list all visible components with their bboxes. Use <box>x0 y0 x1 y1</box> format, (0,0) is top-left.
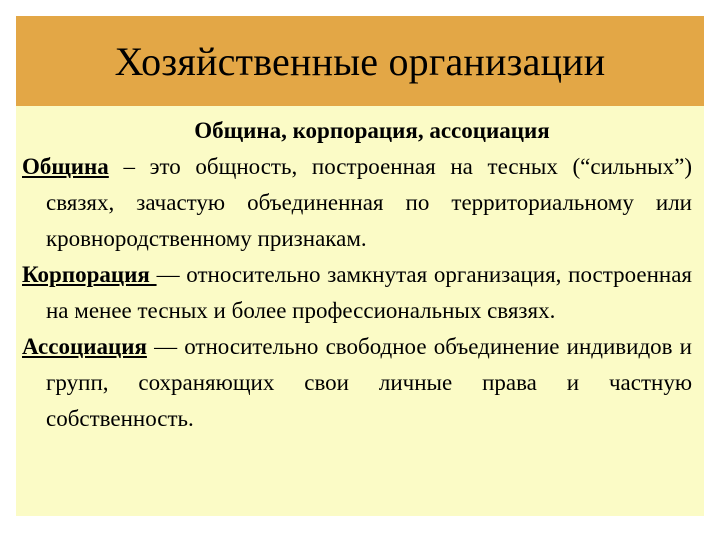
definition-assotsiatsiya <box>22 329 692 437</box>
term-assotsiatsiya: Ассоциация <box>22 334 147 359</box>
definition-text: — относительно свободное объединение индивидов и групп, сохраняющих свои личные права и частную собственность. <box>46 334 692 431</box>
slide-subtitle: Община, корпорация, ассоциация <box>194 118 550 143</box>
term-korporatsiya: Корпорация <box>22 262 157 287</box>
content-panel <box>16 106 704 516</box>
definition-korporatsiya <box>22 257 692 329</box>
definition-text: – это общность, построенная на тесных (“сильных”) связях, зачастую объединенная по территориальному или кровнородственному признакам. <box>46 154 692 251</box>
definition-text: — относительно замкнутая организация, построенная на менее тесных и более профессиональных связях. <box>46 262 692 323</box>
definition-obshchina <box>22 149 692 257</box>
term-obshchina: Община <box>22 154 109 179</box>
slide-title: Хозяйственные организации <box>114 38 606 84</box>
title-band <box>16 16 704 106</box>
